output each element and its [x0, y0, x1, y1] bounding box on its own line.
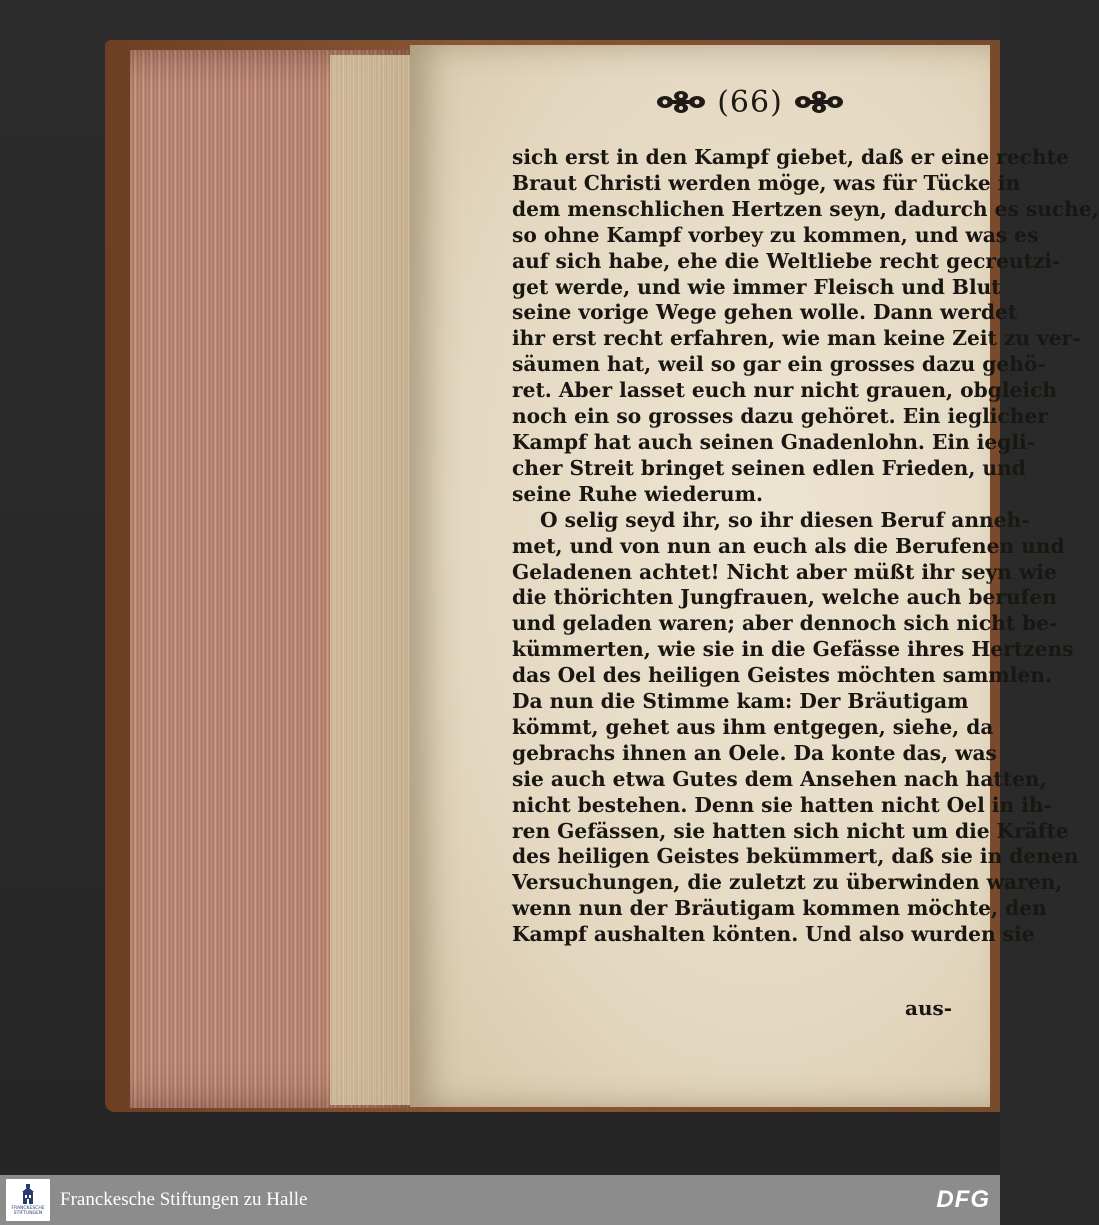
text-line: O selig seyd ihr, so ihr diesen Beruf anneh-	[540, 507, 1030, 532]
text-line: gebrachs ihnen an Oele. Da konte das, was	[512, 740, 997, 765]
page-number: (66)	[717, 84, 783, 120]
footer-bar	[0, 1175, 1000, 1225]
ornament-right-icon	[793, 87, 845, 117]
text-line: die thörichten Jungfrauen, welche auch berufen	[512, 585, 1057, 610]
text-line: Geladenen achtet! Nicht aber müßt ihr seyn wie	[512, 559, 1057, 584]
text-line: kömmt, gehet aus ihm entgegen, siehe, da	[512, 714, 994, 739]
text-line: Kampf hat auch seinen Gnadenlohn. Ein iegli-	[512, 429, 1036, 454]
institution-logo[interactable]	[6, 1179, 50, 1221]
text-line: cher Streit bringet seinen edlen Frieden, und	[512, 455, 1026, 480]
text-line: nicht bestehen. Denn sie hatten nicht Oel in ih-	[512, 792, 1052, 817]
text-line: ihr erst recht erfahren, wie man keine Zeit zu ver-	[512, 326, 1081, 351]
institution-name: Franckesche Stiftungen zu Halle	[60, 1189, 308, 1210]
text-line: wenn nun der Bräutigam kommen möchte, den	[512, 896, 1047, 921]
text-line: Versuchungen, die zuletzt zu überwinden waren,	[512, 870, 1063, 895]
text-line: Braut Christi werden möge, was für Tücke in	[512, 170, 1021, 195]
text-line: sich erst in den Kampf giebet, daß er eine rechte	[512, 145, 1069, 169]
logo-text: FRANCKESCHE STIFTUNGEN	[11, 1206, 45, 1216]
page-edges-fore	[330, 55, 415, 1105]
text-line: get werde, und wie immer Fleisch und Blut	[512, 274, 1001, 299]
body-text	[512, 145, 1099, 948]
building-icon	[20, 1184, 36, 1206]
ornament-left-icon	[655, 87, 707, 117]
text-line: des heiligen Geistes bekümmert, daß sie in denen	[512, 844, 1079, 869]
text-line: noch ein so grosses dazu gehöret. Ein ieglicher	[512, 404, 1048, 429]
text-line: sie auch etwa Gutes dem Ansehen nach hatten,	[512, 766, 1047, 791]
text-line: ren Gefässen, sie hatten sich nicht um die Kräfte	[512, 818, 1069, 843]
text-line: Da nun die Stimme kam: Der Bräutigam	[512, 689, 969, 714]
text-line: kümmerten, wie sie in die Gefässe ihres Hertzens	[512, 637, 1074, 662]
catchword: aus-	[905, 996, 953, 1020]
text-line: und geladen waren; aber dennoch sich nicht be-	[512, 611, 1058, 636]
text-line: met, und von nun an euch als die Berufenen und	[512, 533, 1065, 558]
text-line: säumen hat, weil so gar ein grosses dazu gehö-	[512, 352, 1046, 377]
dfg-logo[interactable]: DFG	[936, 1186, 990, 1213]
text-line: seine vorige Wege gehen wolle. Dann werdet	[512, 300, 1018, 325]
text-line: dem menschlichen Hertzen seyn, dadurch es suche,	[512, 196, 1099, 221]
text-line: Kampf aushalten könten. Und also wurden sie	[512, 922, 1035, 947]
text-line: so ohne Kampf vorbey zu kommen, und was es	[512, 222, 1039, 247]
text-line: auf sich habe, ehe die Weltliebe recht gecreutzi-	[512, 248, 1061, 273]
text-line: seine Ruhe wiederum.	[512, 481, 763, 506]
page-header	[650, 80, 850, 124]
text-line: das Oel des heiligen Geistes möchten sammlen.	[512, 663, 1052, 688]
text-line: ret. Aber lasset euch nur nicht grauen, obgleich	[512, 378, 1057, 403]
